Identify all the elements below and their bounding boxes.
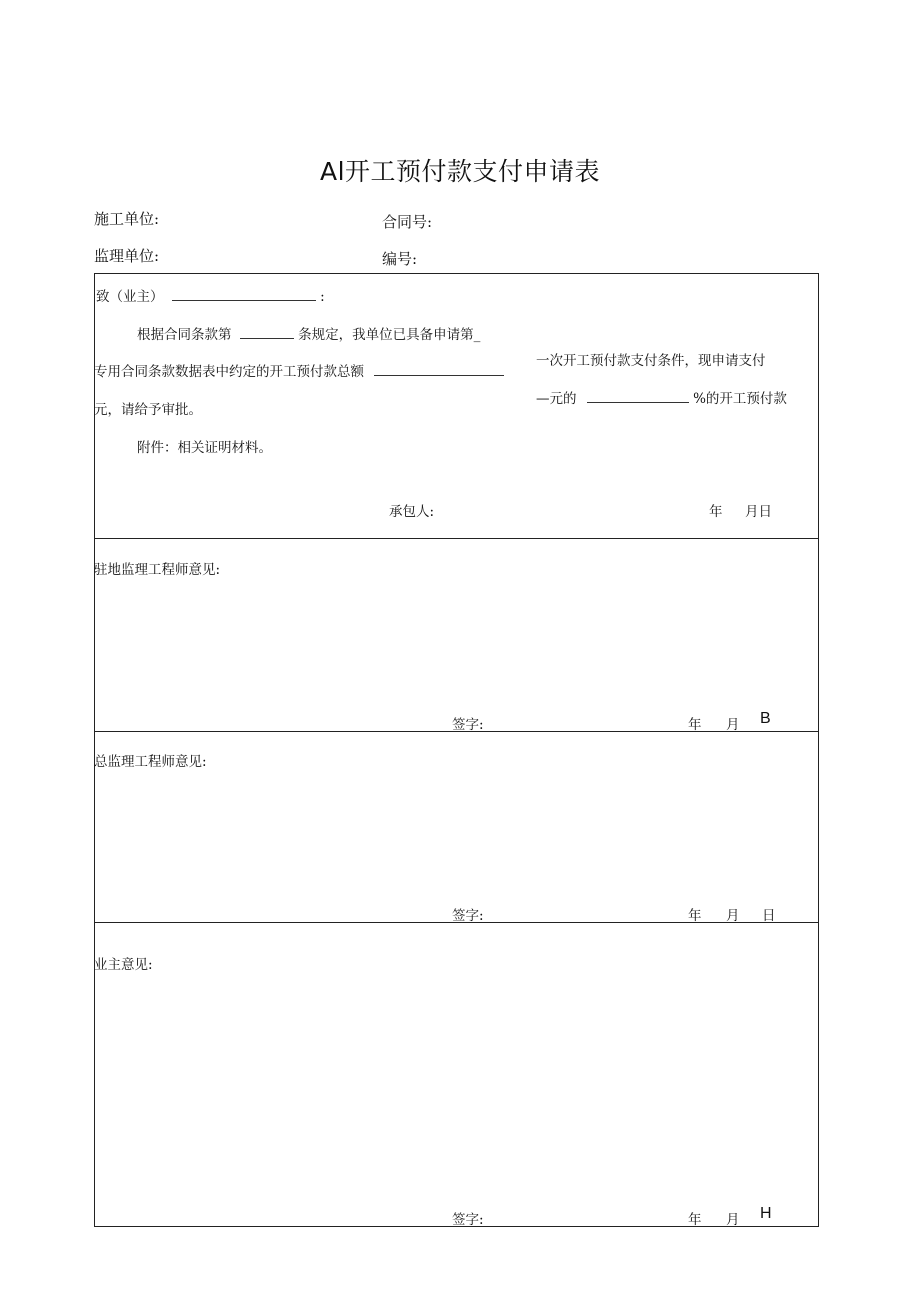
serial-no-label: 编号:	[382, 250, 418, 268]
contractor-unit-label: 施工单位:	[94, 210, 160, 228]
resident-engineer-year: 年	[688, 717, 702, 733]
owner-opinion-label: 业主意见:	[94, 957, 153, 973]
row-divider	[94, 538, 819, 539]
chief-engineer-opinion-label: 总监理工程师意见:	[94, 754, 207, 770]
percent-blank[interactable]	[587, 391, 689, 403]
resident-engineer-opinion-label: 驻地监理工程师意见:	[94, 562, 221, 578]
chief-engineer-sign-label: 签字:	[452, 908, 484, 924]
chief-engineer-year: 年	[688, 908, 702, 924]
percent-text-b: %的开工预付款	[693, 391, 787, 407]
clause-text-a: 根据合同条款第	[137, 327, 232, 343]
resident-engineer-sign-label: 签字:	[452, 717, 484, 733]
page-title: Al开工预付款支付申请表	[319, 157, 601, 186]
clause-text-b: 条规定，我单位已具备申请第_	[298, 327, 481, 343]
total-amount-text: 专用合同条款数据表中约定的开工预付款总额	[94, 364, 364, 380]
resident-engineer-month: 月	[726, 717, 740, 733]
addressee-suffix: :	[320, 289, 325, 305]
contract-no-label: 合同号:	[382, 213, 433, 231]
owner-year: 年	[688, 1212, 702, 1228]
application-date-month-day: 月日	[745, 504, 772, 520]
addressee-line	[96, 285, 325, 305]
resident-engineer-day: B	[760, 710, 771, 727]
percent-text-a: —元的	[536, 391, 577, 407]
percent-line	[536, 387, 787, 407]
chief-engineer-month: 月	[726, 908, 740, 924]
owner-day: H	[760, 1205, 772, 1222]
attachment-text: 附件：相关证明材料。	[137, 440, 272, 456]
clause-line	[137, 323, 480, 343]
payment-condition-text: 一次开工预付款支付条件，现申请支付	[536, 353, 766, 369]
owner-month: 月	[726, 1212, 740, 1228]
total-amount-line	[94, 360, 504, 380]
clause-number-blank[interactable]	[240, 327, 294, 339]
addressee-prefix: 致（业主）	[96, 289, 164, 305]
approval-request-text: 元，请给予审批。	[94, 402, 202, 418]
total-amount-blank[interactable]	[374, 364, 504, 376]
chief-engineer-day: 日	[762, 908, 776, 924]
application-date-year: 年	[709, 504, 723, 520]
owner-sign-label: 签字:	[452, 1212, 484, 1228]
owner-name-blank[interactable]	[172, 289, 316, 301]
contractor-signer-label: 承包人:	[389, 504, 435, 520]
supervision-unit-label: 监理单位:	[94, 247, 160, 265]
